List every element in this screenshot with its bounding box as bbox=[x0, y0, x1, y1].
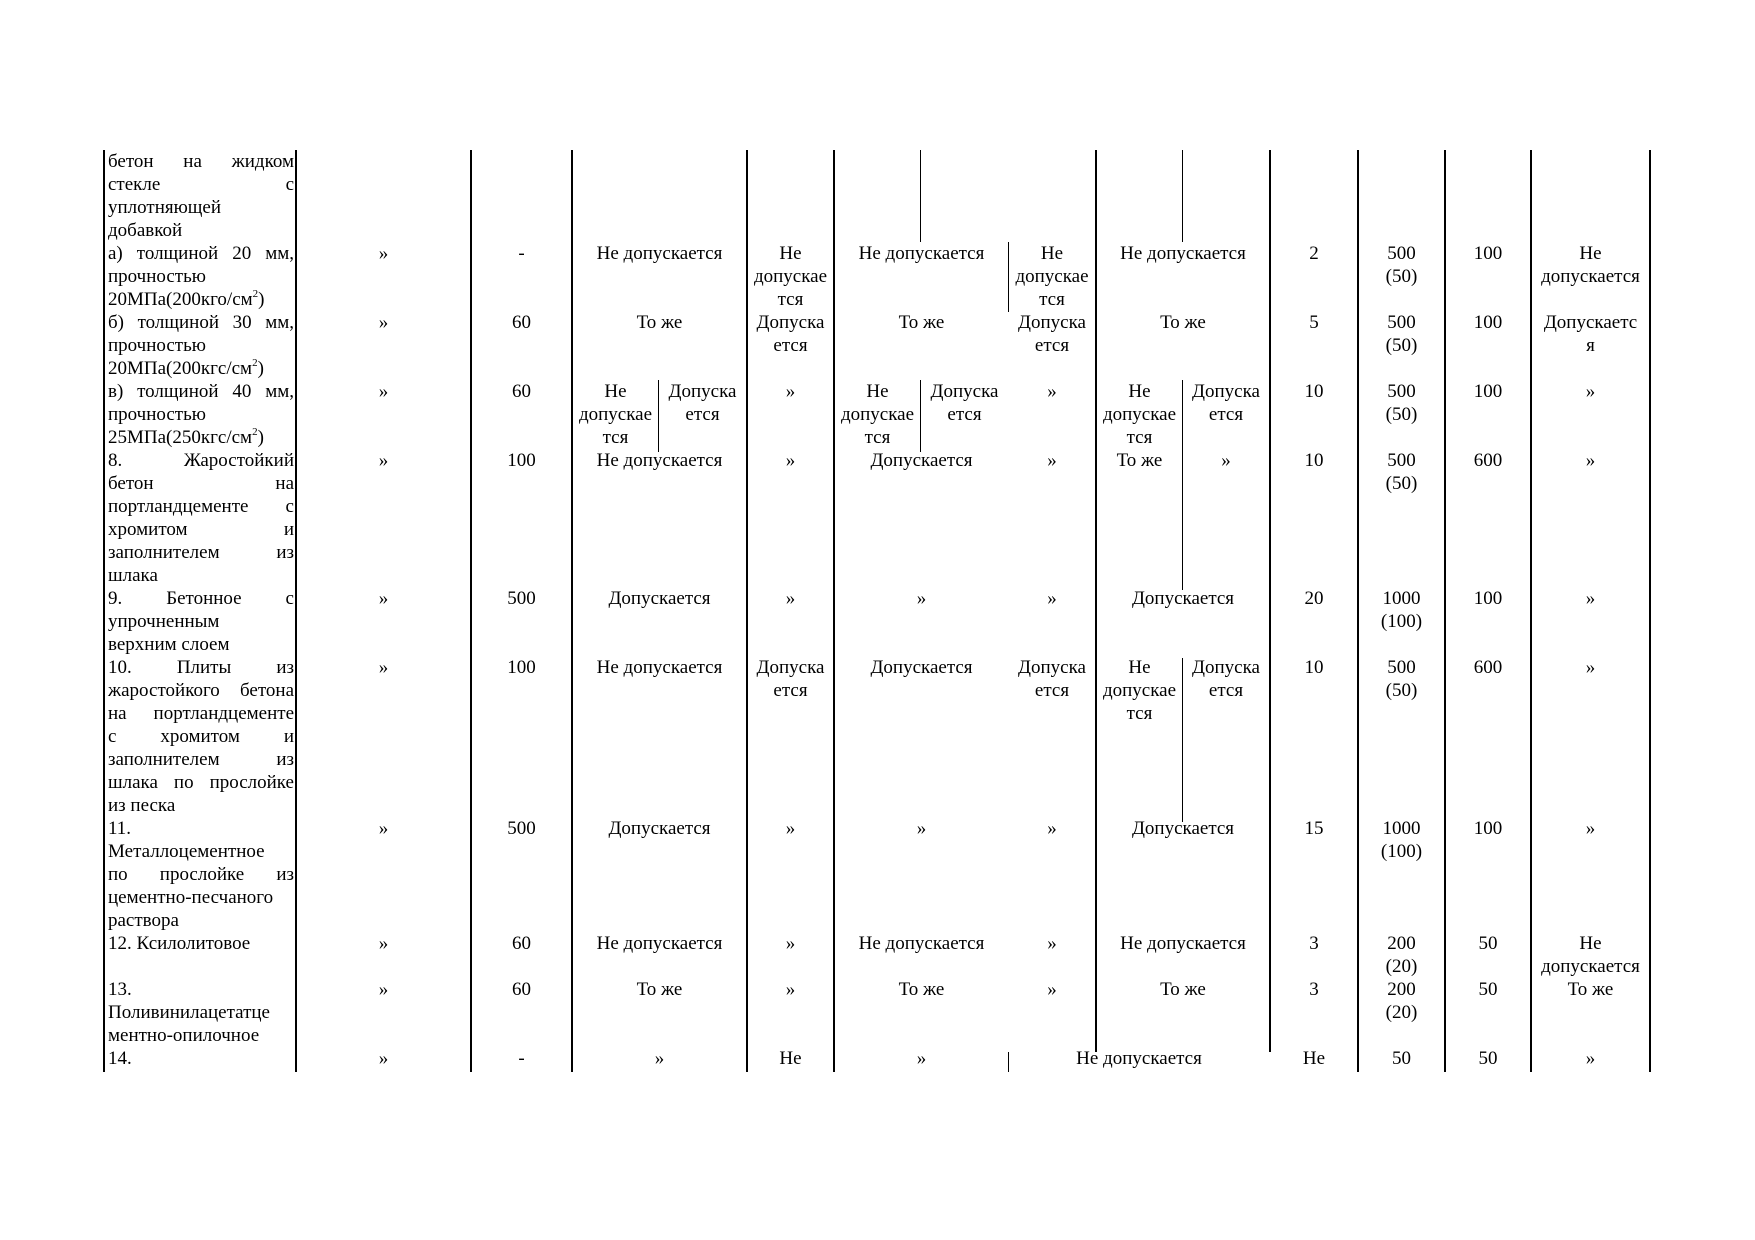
cell: 50 bbox=[1478, 979, 1498, 1000]
cell-line: Не bbox=[1128, 657, 1151, 678]
row-name-line bbox=[108, 288, 294, 311]
cell-line: 500 bbox=[1387, 243, 1416, 264]
table-row bbox=[108, 656, 294, 817]
row-name-text: ) bbox=[258, 289, 265, 310]
subcol-line bbox=[1182, 150, 1183, 242]
cell-line: Допуска bbox=[930, 381, 999, 402]
cell-line: допускается bbox=[1541, 956, 1640, 977]
row-name-line: упрочненным bbox=[108, 611, 220, 632]
cell: То же bbox=[636, 979, 683, 1000]
cell: Не допускается bbox=[596, 657, 723, 678]
cell bbox=[1183, 380, 1269, 426]
cell bbox=[921, 380, 1008, 426]
cell: » bbox=[1047, 818, 1057, 839]
row-name-line: прочностью bbox=[108, 335, 206, 356]
cell-line: тся bbox=[602, 427, 629, 448]
cell: » bbox=[916, 588, 927, 609]
cell: » bbox=[378, 312, 389, 333]
row-name-line: уплотняющей bbox=[108, 197, 222, 218]
row-name-line: 14. bbox=[108, 1048, 132, 1069]
cell bbox=[1359, 311, 1444, 357]
row-name-line: б) толщиной 30 мм, bbox=[108, 312, 294, 333]
cell-line: (20) bbox=[1385, 956, 1418, 977]
cell-line: тся bbox=[1126, 703, 1153, 724]
cell: То же bbox=[898, 979, 945, 1000]
row-name-line: бетон на bbox=[108, 473, 294, 494]
cell: » bbox=[1585, 818, 1596, 839]
cell: Не допускается bbox=[596, 933, 723, 954]
subcol-line bbox=[920, 150, 921, 242]
cell: То же bbox=[1160, 979, 1206, 1000]
cell: » bbox=[785, 450, 796, 471]
cell: 20 bbox=[1304, 588, 1324, 609]
cell bbox=[748, 242, 833, 311]
cell: Не bbox=[1302, 1048, 1326, 1069]
cell-line: Допуска bbox=[1192, 381, 1260, 402]
cell-line: ется bbox=[1034, 680, 1070, 701]
col-line bbox=[1649, 150, 1651, 1072]
cell-line: 200 bbox=[1387, 979, 1416, 1000]
row-name-line: прочностью bbox=[108, 266, 206, 287]
cell: 10 bbox=[1304, 381, 1324, 402]
superscript: 2 bbox=[252, 356, 258, 369]
cell-line: 200 bbox=[1387, 933, 1416, 954]
row-name-line: с хромитом и bbox=[108, 726, 294, 747]
cell-line: тся bbox=[777, 289, 804, 310]
row-name-line bbox=[108, 357, 294, 380]
row-name-line: Металлоцементное bbox=[108, 841, 265, 862]
cell bbox=[748, 311, 833, 357]
cell-line: я bbox=[1586, 335, 1595, 356]
cell: Допускается bbox=[608, 818, 711, 839]
cell: » bbox=[378, 818, 389, 839]
cell-line: (50) bbox=[1385, 404, 1418, 425]
row-name-text: 20МПа(200кгс/см bbox=[108, 358, 253, 379]
cell: То же bbox=[636, 312, 683, 333]
cell bbox=[1532, 932, 1649, 978]
table-row bbox=[108, 449, 294, 587]
row-name-line: бетон на жидком bbox=[108, 151, 294, 172]
cell-line: тся bbox=[1126, 427, 1153, 448]
cell: Не bbox=[779, 1048, 802, 1069]
cell: Не допускается bbox=[1076, 1048, 1202, 1069]
row-name-text: ) bbox=[257, 427, 264, 448]
cell: Не допускается bbox=[1120, 933, 1246, 954]
cell-line: ется bbox=[1208, 404, 1244, 425]
cell: Допускается bbox=[870, 450, 973, 471]
cell: То же bbox=[1160, 312, 1206, 333]
cell: То же bbox=[1116, 450, 1163, 471]
cell: 15 bbox=[1304, 818, 1324, 839]
cell: 50 bbox=[1478, 1048, 1498, 1069]
cell-line: Не bbox=[1040, 243, 1064, 264]
cell-line: тся bbox=[1039, 289, 1065, 310]
cell: » bbox=[785, 979, 796, 1000]
cell: » bbox=[378, 657, 389, 678]
cell: » bbox=[654, 1048, 665, 1069]
cell bbox=[659, 380, 746, 426]
cell: » bbox=[1585, 657, 1596, 678]
row-name-line: 12. Ксилолитовое bbox=[108, 933, 251, 954]
row-name-line: хромитом и bbox=[108, 519, 294, 540]
row-name-line: 8. Жаростойкий bbox=[108, 450, 294, 471]
cell: Допускается bbox=[1131, 588, 1235, 609]
cell: » bbox=[1585, 588, 1596, 609]
cell-line: тся bbox=[864, 427, 891, 448]
cell: » bbox=[1047, 381, 1057, 402]
row-name-line: а) толщиной 20 мм, bbox=[108, 243, 294, 264]
cell bbox=[1359, 932, 1444, 978]
cell: » bbox=[378, 243, 389, 264]
cell-line: ется bbox=[1208, 680, 1244, 701]
cell: » bbox=[916, 818, 927, 839]
cell bbox=[1359, 449, 1444, 495]
row-name-line bbox=[108, 426, 294, 449]
cell: 100 bbox=[1473, 312, 1503, 333]
cell bbox=[1532, 311, 1649, 357]
cell bbox=[1359, 978, 1444, 1024]
cell: То же bbox=[898, 312, 945, 333]
table-row bbox=[108, 242, 294, 311]
cell: » bbox=[1221, 450, 1231, 471]
cell-line: (50) bbox=[1385, 266, 1418, 287]
table-row bbox=[108, 978, 294, 1047]
cell: » bbox=[378, 933, 389, 954]
row-name-line: добавкой bbox=[108, 220, 183, 241]
cell: » bbox=[785, 933, 796, 954]
cell-line: 500 bbox=[1387, 312, 1416, 333]
cell bbox=[1359, 817, 1444, 863]
cell: 3 bbox=[1309, 979, 1319, 1000]
col-line bbox=[103, 150, 105, 1072]
cell-line: Допуска bbox=[1018, 657, 1086, 678]
cell-line: (100) bbox=[1380, 841, 1423, 862]
cell bbox=[748, 656, 833, 702]
cell: 500 bbox=[507, 588, 536, 609]
cell-line: 500 bbox=[1387, 381, 1416, 402]
cell-line: Не bbox=[1579, 933, 1602, 954]
cell: » bbox=[785, 818, 796, 839]
cell-line: Допуска bbox=[756, 657, 825, 678]
cell-line: (50) bbox=[1385, 473, 1418, 494]
cell-line: допускается bbox=[1541, 266, 1640, 287]
row-name-line: заполнителем из bbox=[108, 542, 294, 563]
cell bbox=[1097, 380, 1182, 449]
cell-line: Допускаетс bbox=[1543, 312, 1638, 333]
cell-line: допускае bbox=[1102, 680, 1177, 701]
cell-line: Не bbox=[779, 243, 802, 264]
cell: - bbox=[518, 1048, 525, 1069]
cell bbox=[1009, 242, 1095, 311]
cell: Не допускается bbox=[858, 243, 985, 264]
cell-line: Допуска bbox=[668, 381, 737, 402]
row-name-line: на портландцементе bbox=[108, 703, 294, 724]
cell: Допускается bbox=[1131, 818, 1235, 839]
cell-line: Не bbox=[1579, 243, 1602, 264]
row-name-line: жаростойкого бетона bbox=[108, 680, 294, 701]
row-name-line: 13. bbox=[108, 979, 132, 1000]
cell-line: Не bbox=[866, 381, 889, 402]
row-name-line: 11. bbox=[108, 818, 132, 839]
cell: 10 bbox=[1304, 657, 1324, 678]
row-name-line: 10. Плиты из bbox=[108, 657, 294, 678]
cell: 100 bbox=[1473, 588, 1503, 609]
cell-line: ется bbox=[773, 680, 808, 701]
cell: 100 bbox=[1473, 381, 1503, 402]
row-name-line: по прослойке из bbox=[108, 864, 294, 885]
cell-line: Допуска bbox=[1018, 312, 1086, 333]
table-row bbox=[108, 311, 294, 380]
row-name-line: прочностью bbox=[108, 404, 206, 425]
row-name-text: 25МПа(250кгс/см bbox=[108, 427, 253, 448]
cell: » bbox=[785, 381, 796, 402]
superscript: 2 bbox=[252, 425, 258, 438]
cell: 100 bbox=[1473, 818, 1503, 839]
cell: Не допускается bbox=[596, 450, 723, 471]
cell-line: допускае bbox=[1102, 404, 1177, 425]
row-name-line: верхним слоем bbox=[108, 634, 230, 655]
cell bbox=[1183, 656, 1269, 702]
row-name-line: заполнителем из bbox=[108, 749, 294, 770]
cell: 60 bbox=[512, 312, 531, 333]
cell: 60 bbox=[512, 979, 531, 1000]
row-name-text: ) bbox=[257, 358, 264, 379]
cell: » bbox=[1585, 450, 1596, 471]
superscript: 2 bbox=[252, 287, 259, 300]
cell: » bbox=[1047, 933, 1057, 954]
row-name-line: раствора bbox=[108, 910, 179, 931]
cell bbox=[1009, 311, 1095, 357]
cell-line: 500 bbox=[1387, 450, 1416, 471]
cell-line: ется bbox=[1034, 335, 1070, 356]
cell: Не допускается bbox=[858, 933, 985, 954]
cell: » bbox=[1047, 979, 1057, 1000]
cell: - bbox=[518, 243, 525, 264]
cell bbox=[1097, 656, 1182, 725]
cell: 600 bbox=[1473, 657, 1503, 678]
row-name-line: из песка bbox=[108, 795, 176, 816]
cell-line: ется bbox=[773, 335, 808, 356]
table-row bbox=[108, 380, 294, 449]
cell: То же bbox=[1567, 979, 1614, 1000]
cell bbox=[835, 380, 920, 449]
cell: 2 bbox=[1309, 243, 1319, 264]
cell: » bbox=[378, 450, 389, 471]
cell: 60 bbox=[512, 381, 531, 402]
cell: » bbox=[1047, 450, 1057, 471]
cell-line: 500 bbox=[1387, 657, 1416, 678]
cell: 3 bbox=[1309, 933, 1319, 954]
row-name-line: Поливинилацетатце bbox=[108, 1002, 270, 1023]
cell: 50 bbox=[1478, 933, 1498, 954]
cell-line: (50) bbox=[1385, 335, 1418, 356]
cell bbox=[1359, 587, 1444, 633]
cell bbox=[1532, 242, 1649, 288]
row-name-line: шлака по прослойке bbox=[108, 772, 294, 793]
cell: » bbox=[378, 979, 389, 1000]
cell bbox=[1009, 656, 1095, 702]
cell-line: 1000 bbox=[1382, 818, 1421, 839]
cell: 100 bbox=[507, 657, 536, 678]
cell: 600 bbox=[1473, 450, 1503, 471]
cell-line: допускае bbox=[578, 404, 653, 425]
cell bbox=[1359, 380, 1444, 426]
cell: » bbox=[1585, 381, 1596, 402]
cell: » bbox=[916, 1048, 927, 1069]
cell: Не допускается bbox=[596, 243, 723, 264]
cell: Не допускается bbox=[1120, 243, 1246, 264]
cell: » bbox=[785, 588, 796, 609]
cell-line: (20) bbox=[1385, 1002, 1418, 1023]
cell: 50 bbox=[1392, 1048, 1411, 1069]
cell bbox=[1359, 656, 1444, 702]
cell-line: допускае bbox=[840, 404, 915, 425]
table-row bbox=[108, 150, 294, 242]
cell-line: допускае bbox=[753, 266, 828, 287]
cell: 100 bbox=[1473, 243, 1503, 264]
cell-line: 1000 bbox=[1382, 588, 1421, 609]
cell: » bbox=[1585, 1048, 1596, 1069]
row-name-line: ментно-опилочное bbox=[108, 1025, 260, 1046]
cell: 10 bbox=[1304, 450, 1324, 471]
row-name-line: стекле с bbox=[108, 174, 294, 195]
table-row bbox=[108, 1047, 294, 1070]
row-name-line: шлака bbox=[108, 565, 158, 586]
cell: » bbox=[378, 588, 389, 609]
cell: » bbox=[1047, 588, 1057, 609]
cell-line: Допуска bbox=[756, 312, 825, 333]
cell bbox=[1359, 242, 1444, 288]
table-row bbox=[108, 817, 294, 932]
cell: 500 bbox=[507, 818, 536, 839]
row-name-line: портландцементе с bbox=[108, 496, 294, 517]
cell: 60 bbox=[512, 933, 531, 954]
cell: 100 bbox=[507, 450, 536, 471]
cell-line: ется bbox=[947, 404, 982, 425]
table-row bbox=[108, 587, 294, 656]
row-name-text: 20МПа(200кго/см bbox=[108, 289, 253, 310]
row-name-line: 9. Бетонное с bbox=[108, 588, 294, 609]
cell-line: (50) bbox=[1385, 680, 1418, 701]
cell: 5 bbox=[1309, 312, 1319, 333]
cell: Допускается bbox=[870, 657, 973, 678]
cell-line: допускае bbox=[1015, 266, 1089, 287]
cell-line: Не bbox=[1128, 381, 1151, 402]
cell: Допускается bbox=[608, 588, 711, 609]
cell: » bbox=[378, 1048, 389, 1069]
cell-line: ется bbox=[685, 404, 720, 425]
table-row bbox=[108, 932, 294, 955]
cell-line: Не bbox=[604, 381, 627, 402]
row-name-line: в) толщиной 40 мм, bbox=[108, 381, 294, 402]
row-name-line: цементно-песчаного bbox=[108, 887, 274, 908]
cell-line: Допуска bbox=[1192, 657, 1260, 678]
cell bbox=[573, 380, 658, 449]
cell-line: (100) bbox=[1380, 611, 1423, 632]
cell: » bbox=[378, 381, 389, 402]
